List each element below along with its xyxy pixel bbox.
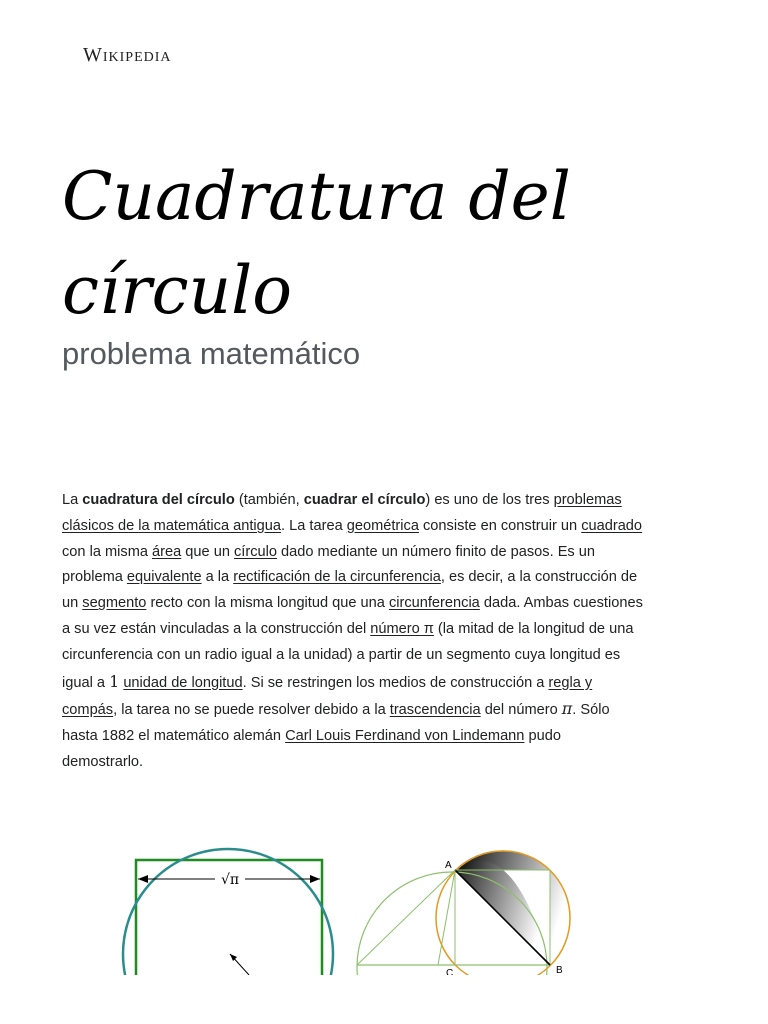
text: . La tarea [281,517,347,534]
link-equivalente[interactable]: equivalente [126,569,202,586]
point-c-label: C [446,968,454,975]
link-segmento[interactable]: segmento [82,595,147,612]
link-circulo[interactable]: círculo [234,543,277,560]
text: dada. Ambas cuestiones a su vez están vinculadas a la construcción del [62,595,643,637]
text: , la tarea no se puede resolver debido a la [113,702,390,719]
text: La [62,492,83,508]
bold-term: cuadrar el círculo [303,492,426,508]
text: , es decir, a la construcción de un [62,569,638,612]
link-circunferencia[interactable]: circunferencia [388,595,480,612]
wikipedia-logo[interactable]: Wikipedia [83,44,172,66]
text: a la [201,569,234,586]
teal-circle [123,849,333,975]
math-one: 1 [109,671,120,691]
point-b-label: B [556,965,563,975]
link-area[interactable]: área [152,543,182,560]
link-lindemann[interactable]: Carl Louis Ferdinand von Lindemann [285,728,525,745]
text: pudo demostrarlo. [62,728,561,770]
arrow-left-icon [138,875,148,883]
text: del número [480,702,562,719]
point-a-label: A [445,860,452,871]
link-numero-pi[interactable]: número π [370,620,434,637]
link-unidad-de-longitud[interactable]: unidad de longitud [123,674,243,691]
link-trascendencia[interactable]: trascendencia [389,702,481,719]
bold-term: cuadratura del círculo [82,492,235,508]
text: ) es uno de los tres [425,492,554,508]
text: (la mitad de la longitud de una circunferencia con un radio igual a la unidad) a partir de un segmento cuya longitud es igual a [62,620,634,691]
arrow-right-icon [310,875,320,883]
text: con la misma [62,543,153,560]
link-problemas-clasicos[interactable]: problemas clásicos de la matemática antigua [62,492,622,534]
text: que un [181,543,234,560]
lead-paragraph [62,488,646,776]
squaring-circle-diagram [120,840,580,975]
text: (también, [234,492,304,508]
link-rectificacion[interactable]: rectificación de la circunferencia [233,569,441,586]
shaded-lune-top [455,861,550,965]
text: . Sólo hasta 1882 el matemático alemán [62,702,610,745]
illustration-figure[interactable] [120,840,580,975]
text: recto con la misma longitud que una [146,595,389,612]
text: consiste en construir un [418,517,582,534]
link-geometrica[interactable]: geométrica [346,517,419,534]
sqrt-pi-label: √π [220,872,240,888]
text: . Si se restringen los medios de construcción a [242,674,549,691]
text: dado mediante un número finito de pasos. Es un problema [62,543,596,586]
link-regla-y-compas[interactable]: regla y compás [62,674,593,719]
link-cuadrado[interactable]: cuadrado [581,517,643,534]
math-pi: π [561,699,573,719]
page-subtitle: problema matemático [62,336,361,371]
page-title: Cuadratura del círculo [62,158,571,329]
